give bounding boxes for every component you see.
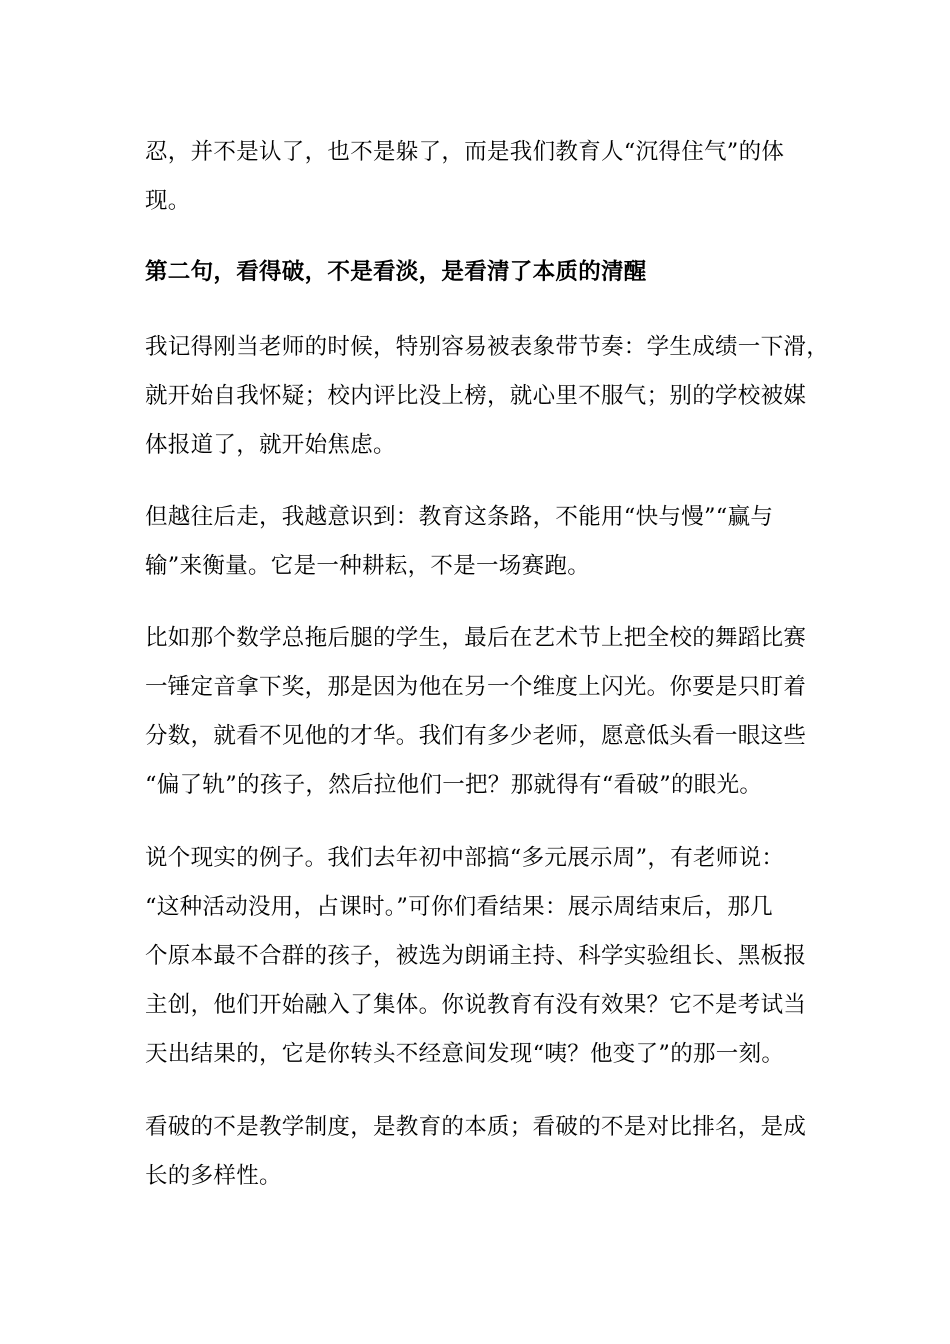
paragraph-4-line-4: “偏了轨”的孩子，然后拉他们一把？那就得有“看破”的眼光。 xyxy=(145,772,763,798)
paragraph-2-line-3: 体报道了，就开始焦虑。 xyxy=(145,432,396,458)
paragraph-3-line-1: 但越往后走，我越意识到：教育这条路，不能用“快与慢”“赢与 xyxy=(145,504,774,530)
paragraph-4-line-2: 一锤定音拿下奖，那是因为他在另一个维度上闪光。你要是只盯着 xyxy=(145,674,807,700)
paragraph-6-line-2: 长的多样性。 xyxy=(145,1163,282,1189)
paragraph-2-line-1: 我记得刚当老师的时候，特别容易被表象带节奏：学生成绩一下滑， xyxy=(145,334,830,360)
paragraph-3-line-2: 输”来衡量。它是一种耕耘，不是一场赛跑。 xyxy=(145,553,591,579)
paragraph-2-line-2: 就开始自我怀疑；校内评比没上榜，就心里不服气；别的学校被媒 xyxy=(145,383,807,409)
paragraph-6-line-1: 看破的不是教学制度，是教育的本质；看破的不是对比排名，是成 xyxy=(145,1114,807,1140)
section-heading: 第二句，看得破，不是看淡，是看清了本质的清醒 xyxy=(145,259,647,285)
paragraph-5-line-4: 主创，他们开始融入了集体。你说教育有没有效果？它不是考试当 xyxy=(145,992,807,1018)
paragraph-5-line-5: 天出结果的，它是你转头不经意间发现“咦？他变了”的那一刻。 xyxy=(145,1041,785,1067)
paragraph-1-line-2: 现。 xyxy=(145,188,191,214)
paragraph-5-line-2: “这种活动没用，占课时。”可你们看结果：展示周结束后，那几 xyxy=(145,894,773,920)
paragraph-4-line-3: 分数，就看不见他的才华。我们有多少老师，愿意低头看一眼这些 xyxy=(145,723,807,749)
paragraph-4-line-1: 比如那个数学总拖后腿的学生，最后在艺术节上把全校的舞蹈比赛 xyxy=(145,625,807,651)
paragraph-1-line-1: 忍，并不是认了，也不是躲了，而是我们教育人“沉得住气”的体 xyxy=(145,139,785,165)
paragraph-5-line-1: 说个现实的例子。我们去年初中部搞“多元展示周”，有老师说： xyxy=(145,845,785,871)
paragraph-5-line-3: 个原本最不合群的孩子，被选为朗诵主持、科学实验组长、黑板报 xyxy=(145,943,807,969)
